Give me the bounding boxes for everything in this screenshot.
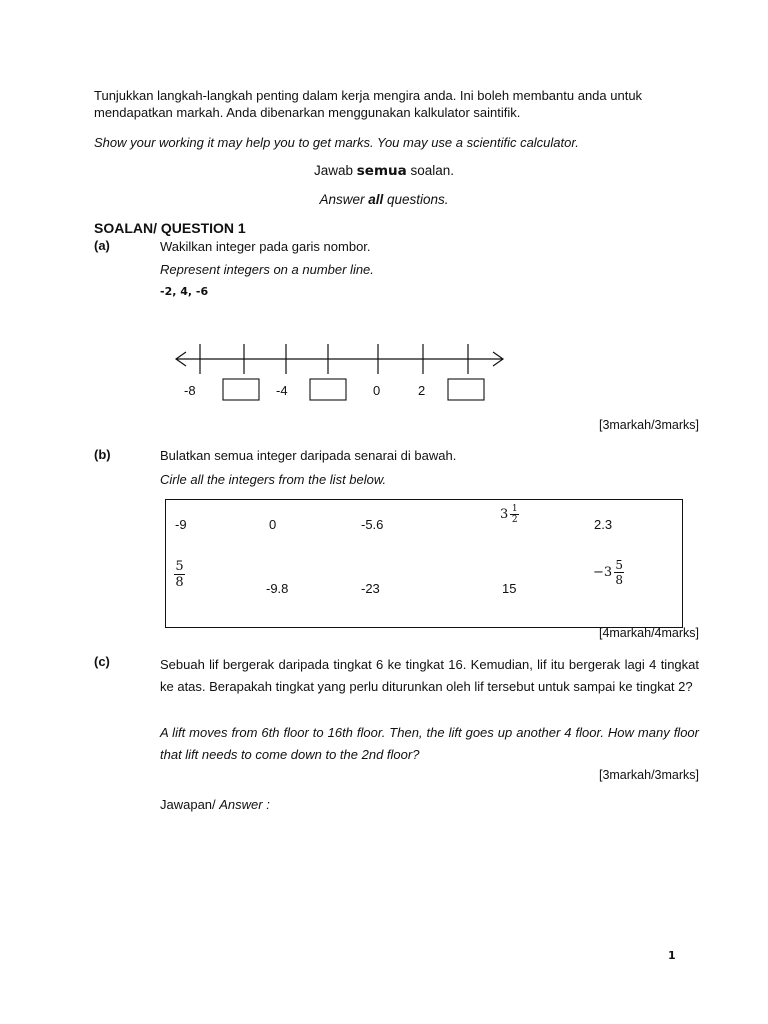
part-c-english: A lift moves from 6th floor to 16th floor. Then, the lift goes up another 4 floor. How many floor that lift needs to come down to the 2nd floor? bbox=[160, 725, 699, 762]
mixed-1-den: 2 bbox=[511, 515, 518, 525]
answer-all-malay bbox=[0, 163, 768, 179]
part-a-marks: [3markah/3marks] bbox=[598, 418, 699, 432]
part-c-label: (c) bbox=[94, 654, 110, 669]
list-item[interactable]: -9.8 bbox=[266, 581, 289, 596]
integer-list-box bbox=[165, 499, 683, 628]
list-item[interactable]: 0 bbox=[269, 517, 277, 532]
answer-all-english-bold: all bbox=[368, 192, 384, 207]
list-item-mixed-2[interactable] bbox=[593, 558, 624, 587]
mixed-2-whole: −3 bbox=[593, 565, 613, 580]
answer-all-english-post: questions. bbox=[383, 192, 449, 207]
answer-box-2[interactable] bbox=[310, 379, 346, 400]
tick-label-1: -8 bbox=[184, 383, 196, 398]
answer-label-italic: Answer : bbox=[219, 797, 270, 812]
answer-label-pre: Jawapan/ bbox=[160, 797, 220, 812]
list-item[interactable]: 2.3 bbox=[594, 517, 613, 532]
list-item[interactable]: -5.6 bbox=[361, 517, 384, 532]
tick-label-3: 0 bbox=[373, 383, 381, 398]
part-c-malay: Sebuah lif bergerak daripada tingkat 6 ke tingkat 16. Kemudian, lif itu bergerak lagi 4 tingkat ke atas. Berapakah tingkat yang perlu diturunkan oleh lif tersebut untuk sampai ke tingkat 2? bbox=[160, 657, 699, 694]
answer-all-malay-post: soalan. bbox=[406, 163, 455, 178]
instructions-english: Show your working it may help you to get marks. You may use a scientific calculator. bbox=[94, 135, 579, 150]
part-b-malay: Bulatkan semua integer daripada senarai di bawah. bbox=[160, 448, 457, 463]
part-b-label: (b) bbox=[94, 447, 111, 462]
part-b-marks: [4markah/4marks] bbox=[598, 626, 699, 640]
mixed-2-den: 8 bbox=[615, 573, 623, 587]
tick-label-2: -4 bbox=[276, 383, 288, 398]
tick-label-4: 2 bbox=[418, 383, 426, 398]
mixed-1-whole: 3 bbox=[500, 507, 509, 522]
answer-all-malay-pre: Jawab bbox=[313, 163, 357, 178]
list-item-fraction[interactable] bbox=[174, 559, 185, 590]
answer-box-3[interactable] bbox=[448, 379, 484, 400]
question-title: SOALAN/ QUESTION 1 bbox=[94, 220, 246, 236]
answer-label bbox=[160, 796, 270, 813]
instructions-malay: Tunjukkan langkah-langkah penting dalam kerja mengira anda. Ini boleh membantu anda untuk mendapatkan markah. Anda dibenarkan menggunakan kalkulator saintifik. bbox=[94, 88, 643, 120]
mixed-2-num: 5 bbox=[615, 558, 623, 572]
list-item[interactable]: -23 bbox=[361, 581, 380, 596]
answer-all-malay-bold: semua bbox=[356, 163, 407, 179]
list-item[interactable]: -9 bbox=[175, 517, 187, 532]
answer-box-1[interactable] bbox=[223, 379, 259, 400]
list-item-mixed-1[interactable] bbox=[500, 504, 519, 525]
number-line bbox=[170, 340, 515, 405]
page-number: 1 bbox=[668, 949, 676, 962]
part-a-malay: Wakilkan integer pada garis nombor. bbox=[160, 239, 371, 254]
part-a-integers: -2, 4, -6 bbox=[160, 285, 209, 298]
part-a-english: Represent integers on a number line. bbox=[160, 262, 374, 277]
frac-1-den: 8 bbox=[175, 575, 184, 590]
answer-all-english bbox=[0, 192, 768, 207]
answer-all-english-pre: Answer bbox=[319, 192, 369, 207]
part-a-label: (a) bbox=[94, 238, 110, 253]
mixed-1-num: 1 bbox=[511, 504, 518, 514]
frac-1-num: 5 bbox=[175, 559, 184, 574]
part-b-english: Cirle all the integers from the list below. bbox=[160, 472, 387, 487]
list-item[interactable]: 15 bbox=[502, 581, 517, 596]
part-c-marks: [3markah/3marks] bbox=[598, 768, 699, 782]
